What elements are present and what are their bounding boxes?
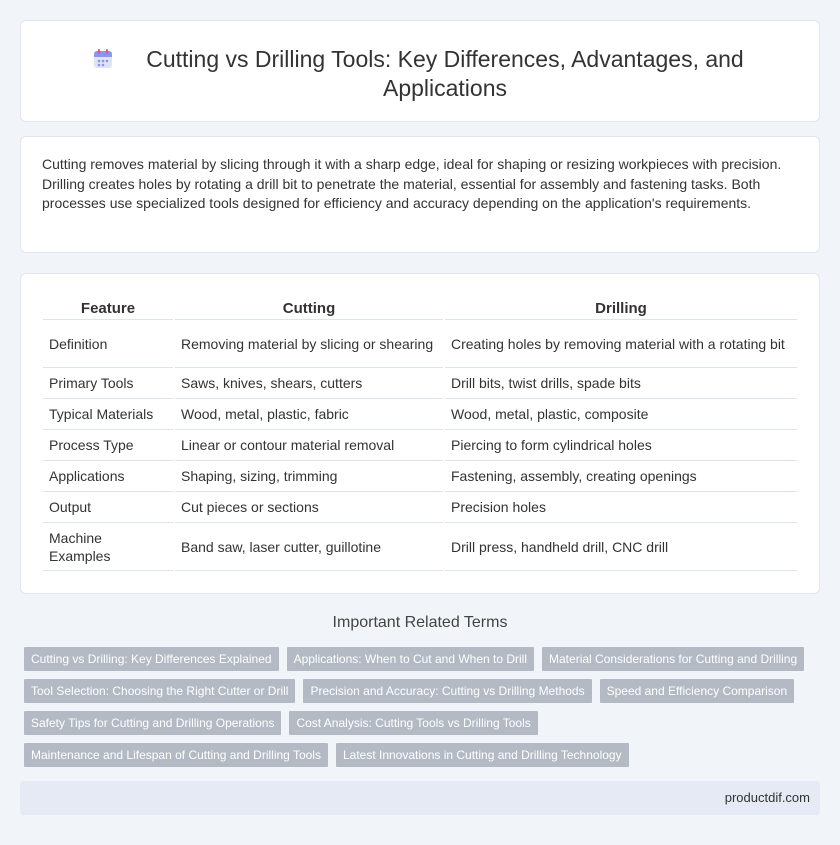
related-tag[interactable]: Tool Selection: Choosing the Right Cutter or Drill (24, 679, 295, 703)
related-tag[interactable]: Maintenance and Lifespan of Cutting and Drilling Tools (24, 743, 328, 767)
table-row (43, 320, 797, 368)
table-row (43, 399, 797, 430)
related-tag[interactable]: Cutting vs Drilling: Key Differences Explained (24, 647, 279, 671)
header-cutting: Cutting (175, 296, 443, 320)
table-cell: Wood, metal, plastic, composite (445, 399, 797, 430)
table-row (43, 461, 797, 492)
related-tag[interactable]: Precision and Accuracy: Cutting vs Drilling Methods (303, 679, 591, 703)
table-cell: Cut pieces or sections (175, 492, 443, 523)
comparison-table (41, 296, 799, 571)
table-cell: Machine Examples (43, 523, 173, 571)
title-card (20, 20, 820, 122)
related-tag[interactable]: Speed and Efficiency Comparison (600, 679, 795, 703)
table-cell: Applications (43, 461, 173, 492)
table-row (43, 368, 797, 399)
related-tag[interactable]: Cost Analysis: Cutting Tools vs Drilling Tools (289, 711, 537, 735)
comparison-table-card (20, 273, 820, 594)
table-cell: Shaping, sizing, trimming (175, 461, 443, 492)
header-drilling: Drilling (445, 296, 797, 320)
table-cell: Typical Materials (43, 399, 173, 430)
table-cell: Process Type (43, 430, 173, 461)
footer-site[interactable]: productdif.com (724, 790, 810, 805)
table-cell: Linear or contour material removal (175, 430, 443, 461)
description-card (20, 136, 820, 253)
page-title: Cutting vs Drilling Tools: Key Differences, Advantages, and Applications (146, 46, 744, 101)
related-tag[interactable]: Safety Tips for Cutting and Drilling Operations (24, 711, 281, 735)
table-row (43, 523, 797, 571)
header-feature: Feature (43, 296, 173, 320)
related-tag[interactable]: Material Considerations for Cutting and Drilling (542, 647, 804, 671)
table-cell: Band saw, laser cutter, guillotine (175, 523, 443, 571)
table-cell: Creating holes by removing material with a rotating bit (445, 320, 797, 368)
table-row (43, 430, 797, 461)
table-header-row (43, 296, 797, 320)
related-terms-title: Important Related Terms (332, 614, 508, 631)
table-cell: Piercing to form cylindrical holes (445, 430, 797, 461)
table-cell: Precision holes (445, 492, 797, 523)
table-row (43, 492, 797, 523)
footer (20, 781, 820, 815)
related-tag[interactable]: Applications: When to Cut and When to Drill (287, 647, 534, 671)
table-cell: Removing material by slicing or shearing (175, 320, 443, 368)
table-cell: Drill bits, twist drills, spade bits (445, 368, 797, 399)
table-cell: Definition (43, 320, 173, 368)
table-cell: Drill press, handheld drill, CNC drill (445, 523, 797, 571)
table-cell: Primary Tools (43, 368, 173, 399)
table-cell: Saws, knives, shears, cutters (175, 368, 443, 399)
related-tag[interactable]: Latest Innovations in Cutting and Drilling Technology (336, 743, 629, 767)
table-cell: Wood, metal, plastic, fabric (175, 399, 443, 430)
description-text: Cutting removes material by slicing through it with a sharp edge, ideal for shaping or resizing workpieces with precision. Drilling creates holes by rotating a drill bit to penetrate the material, essential for assembly and fastening tasks. Both processes use specialized tools designed for efficiency and accuracy depending on the application's requirements. (42, 156, 782, 211)
table-cell: Output (43, 492, 173, 523)
related-tags (24, 647, 814, 775)
table-cell: Fastening, assembly, creating openings (445, 461, 797, 492)
